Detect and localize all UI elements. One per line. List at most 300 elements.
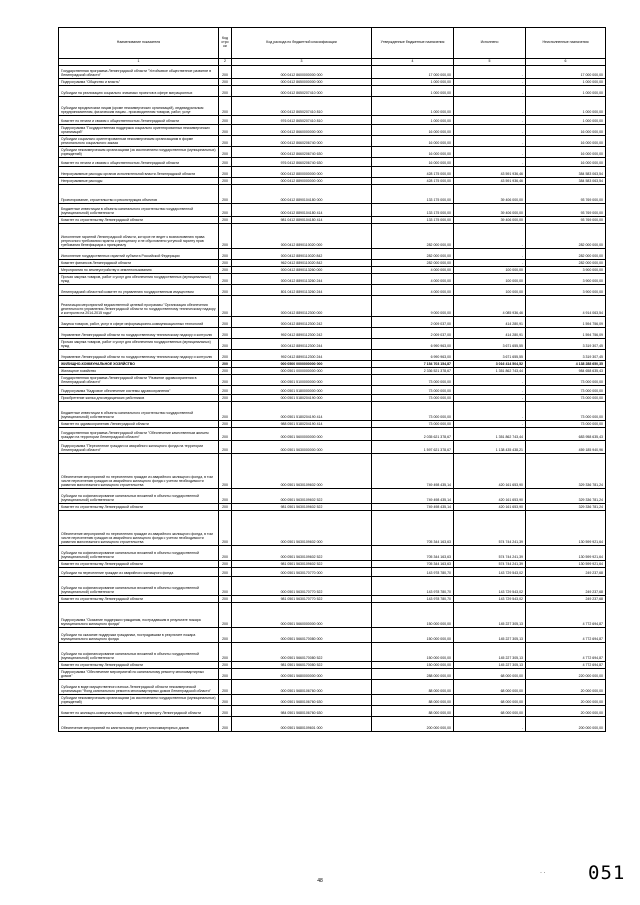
row-approved: 428 175 000,00	[372, 167, 454, 178]
row-line-code: 200	[219, 116, 232, 125]
row-approved: 143 978 780,70	[372, 596, 454, 603]
row-unexecuted: 1 000 000,00	[526, 79, 606, 86]
row-executed: 414 280,91	[454, 328, 526, 339]
row-name: Комитет по жилищно-коммунальному хозяйству и транспорту Ленинградской области	[59, 706, 219, 717]
row-executed: 145 227 305,13	[454, 603, 526, 628]
row-line-code: 200	[219, 317, 232, 328]
row-line-code: 200	[219, 717, 232, 732]
row-unexecuted: 3 319 307,45	[526, 339, 606, 350]
row-budget-code: 000 0501 5180204190 414	[232, 402, 372, 421]
budget-execution-table	[58, 27, 605, 732]
row-line-code: 200	[219, 421, 232, 428]
table-row	[59, 428, 606, 441]
row-approved: 150 000 000,00	[372, 662, 454, 669]
table-row	[59, 421, 606, 428]
row-line-code: 200	[219, 561, 232, 568]
row-budget-code: 000 0412 8650207410 810	[232, 97, 372, 116]
row-name: Комитет по печати и связям с общественностью Ленинградской области	[59, 158, 219, 167]
row-unexecuted: 4 772 694,87	[526, 603, 606, 628]
row-line-code: 200	[219, 136, 232, 147]
row-unexecuted: 93 769 000,00	[526, 185, 606, 204]
row-unexecuted: 17 000 000,00	[526, 66, 606, 79]
row-executed: -	[454, 224, 526, 249]
row-budget-code: 000 0412 8890110020 000	[232, 224, 372, 249]
row-budget-code: 000 0412 8890112300 000	[232, 296, 372, 317]
row-name: Субсидии в виде имущественного взноса Ленинградской области некоммерческой организации "Фонд капитального ремонта многоквартирных домов Ленинградской области"	[59, 680, 219, 695]
row-budget-code: 000 0501 5680106760 000	[232, 680, 372, 695]
row-name: Прочая закупка товаров, работ и услуг для обеспечения государственных (муниципальных) нужд	[59, 274, 219, 285]
row-approved: 9 000 000,00	[372, 296, 454, 317]
row-executed: 145 227 305,13	[454, 643, 526, 662]
row-name: Государственная программа Ленинградской области "Обеспечение качественным жильем граждан на территории Ленинградской области"	[59, 428, 219, 441]
row-name: ЖИЛИЩНО-КОММУНАЛЬНОЕ ХОЗЯЙСТВО	[59, 361, 219, 368]
row-approved: 1 000 000,00	[372, 86, 454, 97]
row-unexecuted: 73 000 000,00	[526, 375, 606, 386]
row-executed: 145 227 305,13	[454, 662, 526, 669]
row-line-code: 200	[219, 224, 232, 249]
row-budget-code: 000 0501 5660000000 000	[232, 603, 372, 628]
row-name: Комитет по здравоохранению Ленинградской области	[59, 421, 219, 428]
row-approved: 133 175 000,00	[372, 217, 454, 224]
row-budget-code: 000 0501 5680106760 630	[232, 695, 372, 706]
row-line-code: 200	[219, 680, 232, 695]
row-name: Подпрограмма "Переселение граждан из аварийного жилищного фонда на территории Ленинградской области"	[59, 441, 219, 454]
row-approved: 143 978 780,70	[372, 577, 454, 596]
row-name: Реализация мероприятий ведомственной целевой программы "Организация обеспечения деятельности управления Ленинградской области по государственному техническому надзору и контролю на 2014-2015 годы"	[59, 296, 219, 317]
row-unexecuted: 20 000 000,00	[526, 680, 606, 695]
row-unexecuted: 1 594 756,09	[526, 317, 606, 328]
row-unexecuted: 16 000 000,00	[526, 125, 606, 136]
column-number: 4	[372, 59, 454, 66]
row-name: Ленинградский областной комитет по управлению государственным имуществом	[59, 285, 219, 296]
row-unexecuted: 1 594 756,09	[526, 328, 606, 339]
row-name: Непрограммные расходы органов исполнительной власти Ленинградской области	[59, 167, 219, 178]
column-number: 6	[526, 59, 606, 66]
row-unexecuted: 1 000 000,00	[526, 97, 606, 116]
table-row	[59, 267, 606, 274]
table-row	[59, 274, 606, 285]
table-row	[59, 441, 606, 454]
header-unexecuted: Неисполненные назначения	[526, 28, 606, 59]
table-row	[59, 86, 606, 97]
table-row	[59, 185, 606, 204]
row-approved: 2 336 521 378,67	[372, 368, 454, 375]
row-budget-code: 992 0412 8890112300 242	[232, 328, 372, 339]
row-approved: 150 000 000,00	[372, 643, 454, 662]
row-budget-code: 000 0501 5630170770 000	[232, 568, 372, 577]
row-unexecuted: 282 000 000,00	[526, 249, 606, 260]
row-budget-code: 000 0501 5680109601 000	[232, 717, 372, 732]
table-row	[59, 317, 606, 328]
row-executed: -	[454, 116, 526, 125]
row-unexecuted: 4 772 694,87	[526, 643, 606, 662]
row-name: Субсидии на софинансирование капитальных вложений в объекты государственной (муниципальной) собственности	[59, 546, 219, 561]
margin-dots: · ·	[540, 870, 546, 876]
table-row	[59, 97, 606, 116]
table-header-row	[59, 28, 606, 59]
page-stamp-number: 051	[588, 862, 626, 884]
row-executed: 100 000,00	[454, 285, 526, 296]
table-row	[59, 217, 606, 224]
row-line-code: 200	[219, 441, 232, 454]
row-budget-code: 000 0412 8890104180 000	[232, 185, 372, 204]
row-unexecuted: 3 900 000,00	[526, 285, 606, 296]
row-line-code: 200	[219, 706, 232, 717]
row-executed: 143 729 543,02	[454, 568, 526, 577]
row-unexecuted: 1 000 000,00	[526, 116, 606, 125]
row-unexecuted: 130 599 921,64	[526, 546, 606, 561]
row-approved: 282 000 000,00	[372, 260, 454, 267]
row-budget-code: 981 0501 5630109602 522	[232, 561, 372, 568]
column-number: 5	[454, 59, 526, 66]
page-number: 48	[317, 878, 323, 884]
row-line-code: 200	[219, 577, 232, 596]
row-executed: 1 351 862 743,44	[454, 428, 526, 441]
table-row	[59, 596, 606, 603]
row-executed: 100 000,00	[454, 274, 526, 285]
table-row	[59, 680, 606, 695]
row-line-code: 200	[219, 339, 232, 350]
row-executed: 68 000 000,00	[454, 706, 526, 717]
row-name: Субсидии некоммерческим организациям (за исключением государственных (муниципальных) учреждений)	[59, 695, 219, 706]
row-executed: -	[454, 249, 526, 260]
row-budget-code: 000 0501 5630109602 000	[232, 454, 372, 489]
row-unexecuted: 249 237,68	[526, 577, 606, 596]
row-unexecuted: 73 000 000,00	[526, 386, 606, 395]
row-unexecuted: 3 900 000,00	[526, 274, 606, 285]
row-approved: 749 498 435,14	[372, 504, 454, 511]
row-executed: -	[454, 97, 526, 116]
row-name: Мероприятия по землеустройству и землепользованию	[59, 267, 219, 274]
table-row	[59, 662, 606, 669]
row-name: Комитет по строительству Ленинградской области	[59, 561, 219, 568]
table-row	[59, 204, 606, 217]
row-name: Обеспечение мероприятий по капитальному ремонту многоквартирных домов	[59, 717, 219, 732]
row-unexecuted: 984 658 635,43	[526, 368, 606, 375]
row-name: Государственная программа Ленинградской области "Развитие здравоохранения в Ленинградской области"	[59, 375, 219, 386]
row-budget-code: 000 0412 8890112300 242	[232, 317, 372, 328]
row-executed: -	[454, 79, 526, 86]
header-executed: Исполнено	[454, 28, 526, 59]
row-unexecuted: 73 000 000,00	[526, 421, 606, 428]
row-line-code: 200	[219, 504, 232, 511]
row-line-code: 200	[219, 568, 232, 577]
row-unexecuted: 130 599 921,64	[526, 561, 606, 568]
row-unexecuted: 282 000 000,00	[526, 260, 606, 267]
row-budget-code: 000 0501 5630109602 522	[232, 546, 372, 561]
row-approved: 143 978 780,70	[372, 568, 454, 577]
row-approved: 749 498 435,14	[372, 489, 454, 504]
row-budget-code: 000 0412 8660206740 000	[232, 136, 372, 147]
table-row	[59, 402, 606, 421]
row-line-code: 200	[219, 628, 232, 643]
row-name: Жилищное хозяйство	[59, 368, 219, 375]
row-name: Субсидии на софинансирование капитальных вложений в объекты государственной (муниципальной) собственности	[59, 643, 219, 662]
row-line-code: 200	[219, 260, 232, 267]
column-number: 3	[232, 59, 372, 66]
row-approved: 16 000 000,00	[372, 158, 454, 167]
row-budget-code: 981 0501 5630170770 522	[232, 596, 372, 603]
row-line-code: 200	[219, 267, 232, 274]
row-approved: 200 000 000,00	[372, 717, 454, 732]
header-approved: Утвержденные бюджетные назначения	[372, 28, 454, 59]
table-row	[59, 116, 606, 125]
table-row	[59, 504, 606, 511]
row-approved: 73 000 000,00	[372, 402, 454, 421]
row-budget-code: 000 0412 8800000000 000	[232, 167, 372, 178]
row-budget-code: 992 0412 8890112300 244	[232, 350, 372, 361]
row-line-code: 200	[219, 249, 232, 260]
row-unexecuted: 20 000 000,00	[526, 695, 606, 706]
row-line-code: 200	[219, 217, 232, 224]
row-unexecuted: 4 772 694,87	[526, 628, 606, 643]
row-line-code: 200	[219, 669, 232, 680]
row-name: Проектирование, строительство и реконструкция объектов	[59, 185, 219, 204]
table-row	[59, 361, 606, 368]
table-row	[59, 489, 606, 504]
row-line-code: 200	[219, 79, 232, 86]
row-approved: 16 000 000,00	[372, 125, 454, 136]
row-budget-code: 000 0501 5600000000 000	[232, 428, 372, 441]
row-executed: 1 138 435 438,21	[454, 441, 526, 454]
row-approved: 133 175 000,00	[372, 204, 454, 217]
table-row	[59, 285, 606, 296]
row-budget-code: 000 0501 5180204190 000	[232, 395, 372, 402]
row-executed: 3 016 414 504,52	[454, 361, 526, 368]
row-line-code: 200	[219, 402, 232, 421]
row-line-code: 200	[219, 361, 232, 368]
table-row	[59, 136, 606, 147]
row-line-code: 200	[219, 158, 232, 167]
row-line-code: 200	[219, 695, 232, 706]
row-budget-code: 988 0501 5180204190 414	[232, 421, 372, 428]
row-line-code: 200	[219, 603, 232, 628]
row-line-code: 200	[219, 86, 232, 97]
row-executed: -	[454, 86, 526, 97]
row-executed: 3 671 655,55	[454, 350, 526, 361]
row-executed: 420 161 653,90	[454, 489, 526, 504]
row-line-code: 200	[219, 546, 232, 561]
row-budget-code: 000 0501 5630109602 522	[232, 489, 372, 504]
table-row	[59, 147, 606, 158]
row-line-code: 200	[219, 66, 232, 79]
row-name: Субсидии юридическим лицам (кроме некоммерческих организаций), индивидуальным предпринимателям, физическим лицам - производителям товаров, работ, услуг	[59, 97, 219, 116]
row-name: Бюджетные инвестиции в объекты капитального строительства государственной (муниципальной) собственности	[59, 204, 219, 217]
row-approved: 4 000 000,00	[372, 267, 454, 274]
column-number-row	[59, 59, 606, 66]
row-executed: 145 227 305,13	[454, 628, 526, 643]
row-approved: 288 000 000,00	[372, 669, 454, 680]
row-unexecuted: 16 000 000,00	[526, 147, 606, 158]
row-name: Комитет по строительству Ленинградской области	[59, 662, 219, 669]
table-row	[59, 717, 606, 732]
row-line-code: 200	[219, 596, 232, 603]
row-approved: 2 009 037,00	[372, 328, 454, 339]
row-approved: 73 000 000,00	[372, 386, 454, 395]
row-line-code: 200	[219, 395, 232, 402]
row-approved: 17 000 000,00	[372, 66, 454, 79]
row-budget-code: 000 0501 5100000000 000	[232, 375, 372, 386]
row-executed: 574 744 241,39	[454, 561, 526, 568]
table-row	[59, 454, 606, 489]
row-approved: 150 000 000,00	[372, 628, 454, 643]
row-budget-code: 976 0412 8660206740 630	[232, 158, 372, 167]
row-executed: 39 406 000,00	[454, 217, 526, 224]
table-row	[59, 79, 606, 86]
row-approved: 2 035 621 378,67	[372, 428, 454, 441]
row-name: Субсидии на переселение граждан из аварийного жилищного фонда	[59, 568, 219, 577]
row-unexecuted: 3 900 000,00	[526, 267, 606, 274]
table-row	[59, 695, 606, 706]
row-name: Подпрограмма "Общество и власть"	[59, 79, 219, 86]
row-executed: -	[454, 717, 526, 732]
row-executed: -	[454, 386, 526, 395]
row-executed: 68 000 000,00	[454, 695, 526, 706]
row-budget-code: 000 0412 8890113260 244	[232, 274, 372, 285]
row-budget-code: 000 0412 8650207410 000	[232, 86, 372, 97]
row-budget-code: 000 0412 8890112300 244	[232, 339, 372, 350]
row-budget-code: 000 0412 8890113260 000	[232, 267, 372, 274]
row-unexecuted: 4 914 063,54	[526, 296, 606, 317]
row-name: Обеспечение мероприятий по переселению граждан из аварийного жилищного фонда, в том числе переселению граждан из аварийного жилищного фонда с учетом необходимости развития малоэтажного жилищного строительства	[59, 454, 219, 489]
row-name: Комитет по строительству Ленинградской области	[59, 596, 219, 603]
row-budget-code: 000 0500 0000000000 000	[232, 361, 372, 368]
row-budget-code: 981 0501 5660170080 522	[232, 662, 372, 669]
row-executed: -	[454, 402, 526, 421]
row-executed: 143 729 543,02	[454, 596, 526, 603]
row-approved: 1 000 000,00	[372, 97, 454, 116]
row-executed: 420 161 653,90	[454, 454, 526, 489]
row-approved: 705 344 163,63	[372, 561, 454, 568]
row-line-code: 200	[219, 178, 232, 185]
row-approved: 6 990 963,00	[372, 339, 454, 350]
row-executed: 39 406 000,00	[454, 185, 526, 204]
row-line-code: 200	[219, 428, 232, 441]
table-body	[59, 66, 606, 732]
table-row	[59, 125, 606, 136]
row-approved: 282 000 000,00	[372, 224, 454, 249]
table-row	[59, 395, 606, 402]
row-approved: 7 154 703 154,87	[372, 361, 454, 368]
table-row	[59, 603, 606, 628]
row-unexecuted: 4 138 288 650,35	[526, 361, 606, 368]
column-number: 1	[59, 59, 219, 66]
row-approved: 1 597 621 378,67	[372, 441, 454, 454]
row-budget-code: 000 0501 5660170080 522	[232, 643, 372, 662]
row-budget-code: 000 0412 8890000000 000	[232, 178, 372, 185]
row-budget-code: 000 0501 5680000000 000	[232, 669, 372, 680]
row-budget-code: 000 0412 8890104180 414	[232, 204, 372, 217]
row-executed: -	[454, 66, 526, 79]
row-approved: 16 000 000,00	[372, 136, 454, 147]
row-unexecuted: 329 336 781,24	[526, 489, 606, 504]
row-unexecuted: 329 336 781,24	[526, 454, 606, 489]
row-unexecuted: 93 769 000,00	[526, 217, 606, 224]
table-row	[59, 328, 606, 339]
row-name: Субсидии на реализацию социально значимых проектов в сфере миграционных	[59, 86, 219, 97]
row-executed: 143 729 543,02	[454, 577, 526, 596]
row-executed: 43 591 936,46	[454, 167, 526, 178]
row-budget-code: 981 0412 8890104180 414	[232, 217, 372, 224]
row-name: Управление Ленинградской области по государственному техническому надзору и контролю	[59, 350, 219, 361]
row-name: Прочая закупка товаров, работ и услуг для обеспечения государственных (муниципальных) нужд	[59, 339, 219, 350]
column-number: 2	[219, 59, 232, 66]
table-row	[59, 368, 606, 375]
row-executed: -	[454, 125, 526, 136]
row-executed: 420 161 653,90	[454, 504, 526, 511]
row-name: Исполнение государственных гарантий субъекта Российской Федерации	[59, 249, 219, 260]
row-budget-code: 000 0501 5660170080 000	[232, 628, 372, 643]
row-budget-code: 000 0501 5180000000 000	[232, 386, 372, 395]
row-name: Исполнение гарантий Ленинградской области, которое не ведет к возникновению права регрессного требования гаранта к принципалу и не обусловлено уступкой гаранту прав требования бенефициара к принципалу	[59, 224, 219, 249]
row-unexecuted: 683 958 635,43	[526, 428, 606, 441]
row-line-code: 200	[219, 204, 232, 217]
row-approved: 705 344 163,63	[372, 546, 454, 561]
row-unexecuted: 200 000 000,00	[526, 717, 606, 732]
row-unexecuted: 384 583 063,54	[526, 178, 606, 185]
row-budget-code: 976 0412 8650207410 810	[232, 116, 372, 125]
row-name: Комитет по строительству Ленинградской области	[59, 504, 219, 511]
row-line-code: 200	[219, 350, 232, 361]
row-budget-code: 000 0412 8600000000 000	[232, 66, 372, 79]
row-name: Непрограммные расходы	[59, 178, 219, 185]
row-budget-code: 000 0501 5630109602 000	[232, 511, 372, 546]
row-line-code: 200	[219, 643, 232, 662]
row-executed: 574 744 241,39	[454, 511, 526, 546]
row-line-code: 200	[219, 662, 232, 669]
row-name: Комитет по строительству Ленинградской области	[59, 217, 219, 224]
row-unexecuted: 93 769 000,00	[526, 204, 606, 217]
row-name: Комитет финансов Ленинградской области	[59, 260, 219, 267]
row-executed: -	[454, 375, 526, 386]
row-budget-code: 000 0501 5630170770 522	[232, 577, 372, 596]
row-line-code: 200	[219, 511, 232, 546]
row-unexecuted: 384 583 063,54	[526, 167, 606, 178]
row-approved: 88 000 000,00	[372, 706, 454, 717]
row-unexecuted: 73 000 000,00	[526, 402, 606, 421]
row-name: Подпрограмма "Государственная поддержка социально ориентированных некоммерческих организаций"	[59, 125, 219, 136]
row-budget-code: 000 0412 8650000000 000	[232, 79, 372, 86]
row-name: Комитет по печати и связям с общественностью Ленинградской области	[59, 116, 219, 125]
table-row	[59, 628, 606, 643]
row-approved: 16 000 000,00	[372, 147, 454, 158]
row-name: Подпрограмма "Обеспечение мероприятий по капитальному ремонту многоквартирных домов"	[59, 669, 219, 680]
row-approved: 282 000 000,00	[372, 249, 454, 260]
row-executed: -	[454, 421, 526, 428]
header-line-code: Код стро ки	[219, 28, 232, 59]
header-budget-code: Код расхода по бюджетной классификации	[232, 28, 372, 59]
row-executed: 4 085 936,46	[454, 296, 526, 317]
row-approved: 4 000 000,00	[372, 274, 454, 285]
row-executed: -	[454, 147, 526, 158]
row-line-code: 200	[219, 328, 232, 339]
row-name: Субсидии некоммерческим организациям (за исключением государственных (муниципальных) учреждений)	[59, 147, 219, 158]
row-name: Обеспечение мероприятий по переселению граждан из аварийного жилищного фонда, в том числе переселению граждан из аварийного жилищного фонда с учетом необходимости развития малоэтажного жилищного строительства	[59, 511, 219, 546]
row-executed: 43 591 936,46	[454, 178, 526, 185]
row-line-code: 200	[219, 125, 232, 136]
row-unexecuted: 16 000 000,00	[526, 136, 606, 147]
row-unexecuted: 329 336 781,24	[526, 504, 606, 511]
row-budget-code: 000 0501 5630000000 000	[232, 441, 372, 454]
row-line-code: 200	[219, 375, 232, 386]
row-approved: 428 175 000,00	[372, 178, 454, 185]
row-unexecuted: 220 000 000,00	[526, 669, 606, 680]
row-line-code: 200	[219, 368, 232, 375]
table-row	[59, 178, 606, 185]
row-budget-code: 000 0412 8890110020 842	[232, 249, 372, 260]
row-unexecuted: 4 772 694,87	[526, 662, 606, 669]
row-budget-code: 000 0412 8660206740 630	[232, 147, 372, 158]
